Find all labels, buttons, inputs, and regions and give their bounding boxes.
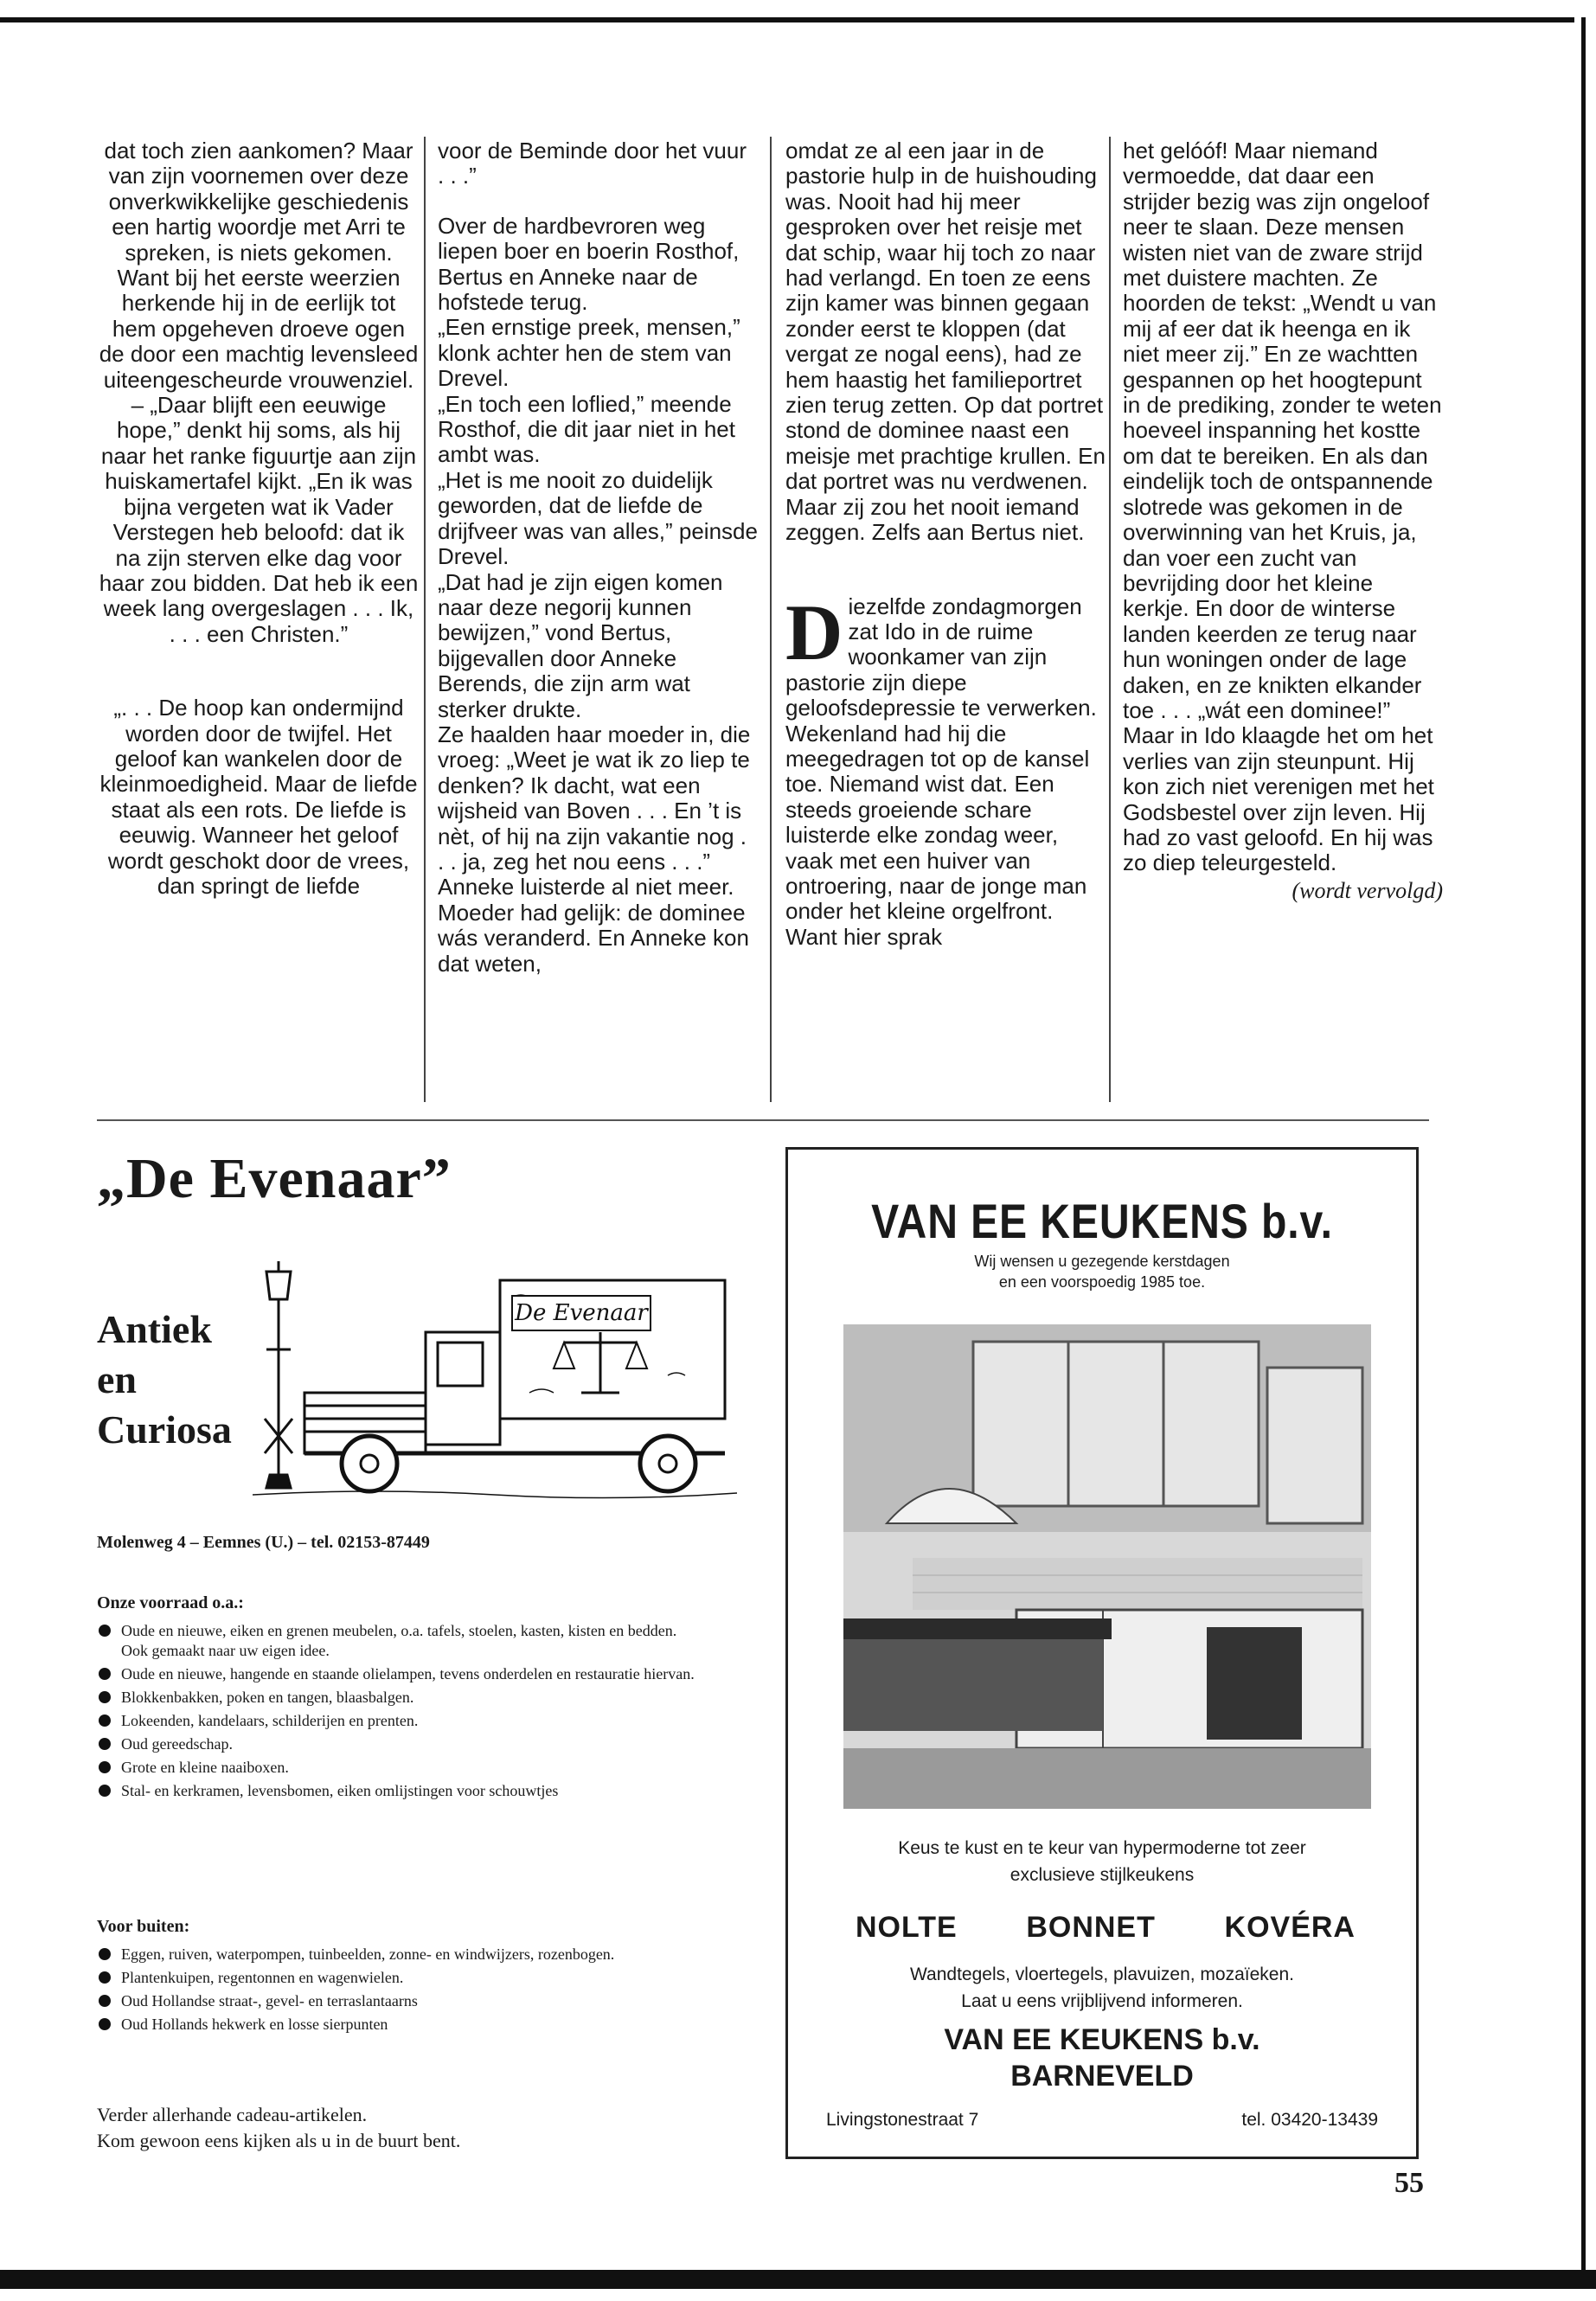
evenaar-subtitle: [97, 1304, 232, 1455]
page-number: 55: [1394, 2167, 1424, 2199]
paragraph: „. . . De hoop kan ondermijnd worden door de twijfel. Het geloof kan wankelen door de kleinmoedigheid. Maar de liefde staat als een rots. De liefde is eeuwig. Wanneer het geloof wordt geschokt door de vrees, dan springt de liefde: [99, 695, 418, 899]
stock-list: [97, 1621, 702, 1804]
list-item: Blokkenbakken, poken en tangen, blaasbalgen.: [97, 1688, 702, 1708]
closing-line: Kom gewoon eens kijken als u in de buurt bent.: [97, 2130, 461, 2151]
list-item: Stal- en kerkramen, levensbomen, eiken omlijstingen voor schouwtjes: [97, 1781, 702, 1801]
seasonal-wish: Wij wensen u gezegende kerstdagen en een voorspoedig 1985 toe.: [974, 1253, 1230, 1291]
bottom-border: [0, 2270, 1596, 2289]
brand-list: [856, 1911, 1356, 1945]
paragraph: Ze haalden haar moeder in, die vroeg: „Weet je wat ik zo liep te denken? Ik dacht, wat een wijsheid van Boven . . . En ’t is nèt, of hij na zijn vakantie nog . . . ja, zeg het nou eens . . .”: [438, 721, 751, 875]
paragraph: Anneke luisterde al niet meer. Moeder had gelijk: de dominee wás veranderd. En Anneke kon dat weten,: [438, 874, 749, 977]
bullet-icon: [99, 2018, 111, 2030]
subtitle-line: Curiosa: [97, 1407, 232, 1452]
closing-line: Verder allerhande cadeau-artikelen.: [97, 2104, 368, 2125]
section-separator: [97, 1119, 1429, 1121]
paragraph: Maar in Ido klaagde het om het verlies van zijn steunpunt. Hij kon zich niet verenigen met het Godsbestel over zijn leven. Hij had zo vast geloofd. En hij was zo diep teleurgesteld.: [1123, 722, 1434, 876]
choice-text: Keus te kust en te keur van hypermoderne tot zeer exclusieve stijlkeukens: [898, 1838, 1306, 1885]
company-phone: tel. 03420-13439: [1241, 2110, 1378, 2130]
list-item: Lokeenden, kandelaars, schilderijen en prenten.: [97, 1711, 702, 1731]
bullet-icon: [99, 1738, 111, 1750]
drop-cap: D: [785, 587, 843, 676]
paragraph: dat toch zien aankomen? Maar van zijn voornemen over deze onverkwikkelijke geschiedenis een hartig woordje met Arri te spreken, is niets gekomen. Want bij het eerste weerzien herkende hij in de eerlijk tot hem opgeheven droeve ogen de door een machtig levensleed uiteengescheurde vrouwenziel. – „Daar blijft een eeuwige hope,” denkt hij soms, als hij naar het ranke figuurtje aan zijn huiskamertafel kijkt. „En ik was bijna vergeten wat ik Vader Verstegen heb beloofd: dat ik na zijn sterven elke dag voor haar zou bidden. Dat heb ik een week lang overgeslagen . . . Ik, . . . een Christen.”: [99, 138, 419, 647]
bullet-icon: [99, 1668, 111, 1680]
evenaar-closing: [97, 2102, 460, 2154]
paragraph: voor de Beminde door het vuur . . .”: [438, 138, 747, 189]
brand-name: NOLTE: [856, 1911, 958, 1944]
column-divider: [770, 137, 772, 1102]
outside-list: [97, 1945, 702, 2038]
paragraph: „En toch een loflied,” meende Rosthof, die dit jaar niet in het ambt was.: [438, 390, 735, 468]
evenaar-advertisement: [97, 1142, 737, 2171]
paragraph: Over de hardbevroren weg liepen boer en boerin Rosthof, Bertus en Anneke naar de hofstede terug.: [438, 212, 740, 316]
van-ee-keukens-advertisement: [785, 1147, 1419, 2159]
article-column-1: [99, 138, 419, 899]
column-divider: [1109, 137, 1111, 1102]
stock-heading: Onze voorraad o.a.:: [97, 1593, 244, 1612]
outside-heading: Voor buiten:: [97, 1917, 190, 1936]
bullet-icon: [99, 1715, 111, 1727]
subtitle-line: Antiek: [97, 1307, 212, 1351]
continued-note: (wordt vervolgd): [1292, 877, 1443, 903]
list-item: Oud gereedschap.: [97, 1734, 702, 1754]
paragraph: „Dat had je zijn eigen komen naar deze negorij kunnen bewijzen,” vond Bertus, bijgevallen door Anneke Berends, die zijn arm wat sterker drukte.: [438, 568, 723, 722]
tiles-text: Wandtegels, vloertegels, plavuizen, mozaïeken. Laat u eens vrijblijvend informeren.: [910, 1965, 1294, 2011]
article-column-2: [438, 138, 758, 977]
bullet-icon: [99, 1625, 111, 1637]
list-item: Oude en nieuwe, hangende en staande olielampen, tevens onderdelen en restauratie hiervan.: [97, 1664, 702, 1684]
right-border: [1581, 17, 1586, 2275]
list-item: Oud Hollandse straat-, gevel- en terraslantaarns: [97, 1991, 702, 2011]
company-name: VAN EE KEUKENS b.v. BARNEVELD: [944, 2023, 1260, 2093]
evenaar-title: „De Evenaar”: [97, 1147, 452, 1210]
list-item: Plantenkuipen, regentonnen en wagenwielen.: [97, 1968, 702, 1988]
subtitle-line: en: [97, 1357, 137, 1401]
article-column-4: [1123, 138, 1443, 903]
street-lamp-icon: [265, 1261, 292, 1488]
column-divider: [424, 137, 426, 1102]
bullet-icon: [99, 1761, 111, 1773]
bullet-icon: [99, 1785, 111, 1797]
truck-illustration: [253, 1246, 737, 1505]
brand-name: BONNET: [1026, 1911, 1156, 1944]
bullet-icon: [99, 1691, 111, 1703]
bullet-icon: [99, 1948, 111, 1960]
list-item: Oud Hollands hekwerk en losse sierpunten: [97, 2015, 702, 2035]
paragraph: „Een ernstige preek, mensen,” klonk achter hen de stem van Drevel.: [438, 314, 740, 392]
list-item: Grote en kleine naaiboxen.: [97, 1758, 702, 1778]
article-column-3: [785, 138, 1106, 950]
bullet-icon: [99, 1971, 111, 1984]
paragraph: omdat ze al een jaar in de pastorie hulp in de huishouding was. Nooit had hij meer gesproken over het reisje met dat schip, waar hij toch zo naar had verlangd. En toen ze eens zijn kamer was binnen gegaan zonder eerst te kloppen (dat vergat ze nogal eens), had ze hem haastig het familieportret zien terug zetten. Op dat portret stond de dominee naast een meisje met prachtige krullen. En dat portret was nu verdwenen. Maar zij zou het nooit iemand zeggen. Zelfs aan Bertus niet.: [785, 138, 1106, 546]
list-item: Eggen, ruiven, waterpompen, tuinbeelden, zonne- en windwijzers, rozenbogen.: [97, 1945, 702, 1965]
paragraph: „Het is me nooit zo duidelijk geworden, dat de liefde de drijfveer was van alles,” peinsde Drevel.: [438, 466, 758, 570]
paragraph-with-dropcap: [785, 587, 1106, 951]
paragraph-text: iezelfde zondagmorgen zat Ido in de ruime woonkamer van zijn pastorie zijn diepe geloofsdepressie te verwerken. Wekenland had hij die meegedragen tot op de kansel toe. Niemand wist dat. Een steeds groeiende schare luisterde elke zondag weer, vaak met een huiver van ontroering, naar de jonge man onder het kleine orgelfront. Want hier sprak: [785, 593, 1097, 950]
evenaar-address: Molenweg 4 – Eemnes (U.) – tel. 02153-87449: [97, 1533, 430, 1552]
bullet-icon: [99, 1995, 111, 2007]
brand-name: KOVÉRA: [1224, 1911, 1356, 1944]
paragraph: het gelóóf! Maar niemand vermoedde, dat daar een strijder bezig was zijn ongeloof neer te slaan. Deze mensen wisten niet van de zware strijd met duistere machten. Ze hoorden de tekst: „Wendt u van mij af eer dat ik heenga en ik niet meer zij.” En ze wachtten gespannen op het hoogtepunt in de prediking, zonder te weten hoeveel inspanning het kostte om dat te bereiken. En als dan eindelijk toch de ontspannende slotrede was gekomen in de overwinning van het Kruis, ja, dan voer een zucht van bevrijding door het kleine kerkje. En door de winterse landen keerden ze terug naar hun woningen onder de lage daken, en ze knikten elkander toe . . . „wát een dominee!”: [1123, 138, 1442, 723]
truck-sign-text: De Evenaar: [515, 1300, 648, 1326]
company-street: Livingstonestraat 7: [826, 2110, 979, 2130]
kitchen-photo: [843, 1324, 1371, 1809]
van-ee-title: VAN EE KEUKENS b.v.: [871, 1194, 1333, 1248]
list-item: Oude en nieuwe, eiken en grenen meubelen, o.a. tafels, stoelen, kasten, kisten en bedden. Ook gemaakt naar uw eigen idee.: [97, 1621, 702, 1661]
top-border: [0, 17, 1574, 22]
